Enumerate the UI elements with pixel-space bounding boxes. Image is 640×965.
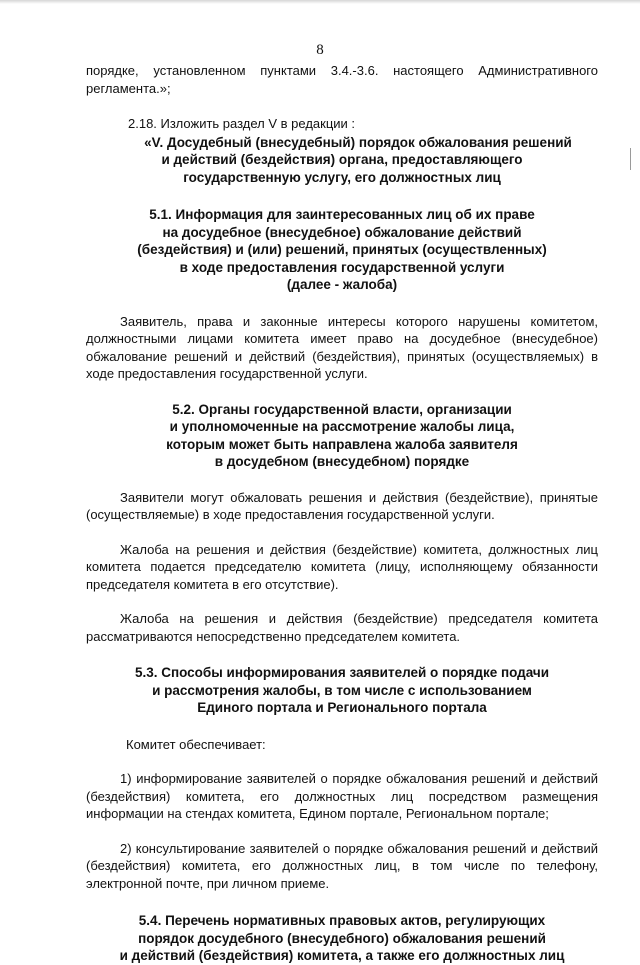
heading-line: и действий (бездействия) комитета, а также его должностных лиц xyxy=(119,948,565,963)
heading-line: в ходе предоставления государственной услуги xyxy=(179,259,505,275)
heading-5-3 xyxy=(86,664,598,717)
scan-edge-shadow xyxy=(0,0,640,4)
document-body xyxy=(86,62,598,965)
item-2-18: 2.18. Изложить раздел V в редакции : xyxy=(128,116,356,131)
paragraph-5-2-2: Жалоба на решения и действия (бездействие) комитета, должностных лиц комитета подается председателю комитета (лицу, исполняющему обязанности председателя комитета в его отсутствие). xyxy=(86,541,598,592)
heading-line: (бездействия) и (или) решений, принятых (осуществленных) xyxy=(137,242,547,257)
heading-line: 5.2. Органы государственной власти, организации xyxy=(172,401,512,417)
heading-line: и уполномоченные на рассмотрение жалобы лица, xyxy=(169,419,515,434)
heading-line: и рассмотрения жалобы, в том числе с использованием xyxy=(152,682,532,698)
heading-5-2 xyxy=(86,401,598,471)
heading-line: 5.1. Информация для заинтересованных лиц об их праве xyxy=(149,207,535,222)
paragraph-5-2-1: Заявители могут обжаловать решения и действия (бездействие), принятые (осуществляемые) в ходе предоставления государственной услуги. xyxy=(86,489,598,522)
heading-line: Единого портала и Регионального портала xyxy=(197,700,487,715)
paragraph-5-2-3: Жалоба на решения и действия (бездействие) председателя комитета рассматриваются непосредственно председателем комитета. xyxy=(86,611,598,644)
heading-line: 5.4. Перечень нормативных правовых актов, регулирующих xyxy=(138,913,546,928)
section-title xyxy=(86,134,598,187)
paragraph-5-3-3: 2) консультирование заявителей о порядке обжалования решений и действий (бездействия) комитета, его должностных лиц, в том числе по телефону, электронной почте, при личном приеме. xyxy=(86,840,598,891)
section-title-line: «V. Досудебный (внесудебный) порядок обжалования решений xyxy=(144,134,572,150)
heading-line: которым может быть направлена жалоба заявителя xyxy=(166,436,518,452)
section-title-line: государственную услугу, его должностных лиц xyxy=(183,169,501,185)
page-number: 8 xyxy=(316,42,324,58)
heading-line: 5.3. Способы информирования заявителей о порядке подачи xyxy=(134,665,550,680)
paragraph-5-3-1: Комитет обеспечивает: xyxy=(126,736,266,752)
heading-line: порядок досудебного (внесудебного) обжалования решений xyxy=(138,930,546,946)
scan-margin-mark xyxy=(630,148,631,170)
paragraph-5-1-1: Заявитель, права и законные интересы которого нарушены комитетом, должностными лицами комитета имеет право на досудебное (внесудебное) обжалование решений и действий (бездействия), принятых (осуществляемых) в ходе предоставления государственной услуги. xyxy=(86,313,598,381)
paragraph-5-3-2: 1) информирование заявителей о порядке обжалования решений и действий (бездействия) комитета, его должностных лиц посредством размещения информации на стендах комитета, Едином портале, Региональном портале; xyxy=(86,771,598,821)
heading-5-1 xyxy=(86,206,598,294)
heading-line: на досудебное (внесудебное) обжалование действий xyxy=(162,224,522,240)
heading-5-4 xyxy=(86,912,598,965)
heading-line: (далее - жалоба) xyxy=(286,277,398,292)
heading-line: в досудебном (внесудебном) порядке xyxy=(214,454,470,469)
continuation-paragraph: порядке, установленном пунктами 3.4.-3.6. настоящего Административного регламента.»; xyxy=(86,63,598,96)
section-title-line: и действий (бездействия) органа, предоставляющего xyxy=(161,152,523,167)
